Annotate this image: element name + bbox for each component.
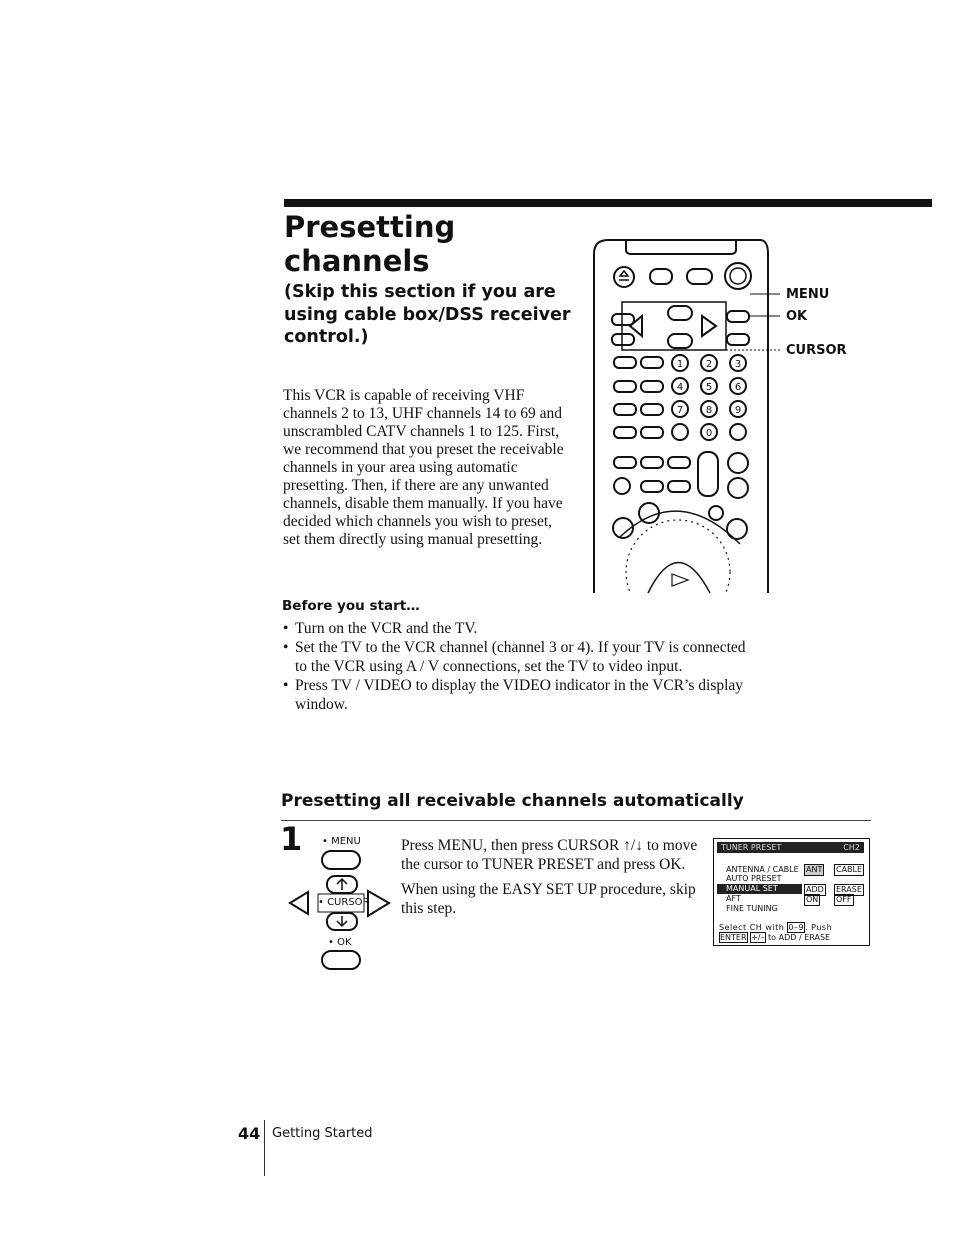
ant-option: ANT [806, 865, 823, 874]
page-number: 44 [238, 1124, 261, 1143]
step-number: 1 [280, 820, 303, 858]
list-item: • Press TV / VIDEO to display the VIDEO indicator in the VCR’s display window. [283, 676, 753, 714]
remote-key-0: 0 [705, 428, 713, 439]
remote-key-3: 3 [734, 359, 742, 370]
cursor-right-icon [368, 891, 389, 916]
step-instructions [401, 836, 701, 924]
remote-key-6: 6 [734, 382, 742, 393]
remote-key-7: 7 [676, 405, 684, 416]
cursor-callout: CURSOR [786, 343, 847, 358]
menu-label: • MENU [322, 836, 361, 847]
remote-key-4: 4 [676, 382, 684, 393]
cursor-label: • CURSOR [318, 897, 370, 908]
screen-header: TUNER PRESET CH2 [717, 842, 864, 853]
list-item: • Set the TV to the VCR channel (channel 3 or 4). If your TV is connected to the VCR using A / V connections, set the TV to video input. [283, 638, 753, 676]
off-option: OFF [836, 895, 852, 904]
cursor-left-icon [290, 892, 308, 914]
remote-key-9: 9 [734, 405, 742, 416]
intro-paragraph: This VCR is capable of receiving VHF channels 2 to 13, UHF channels 14 to 69 and unscrambled CATV channels 1 to 125. First, we recommend that you preset the receivable channels in your area using automatic presetting. Then, if there are any unwanted channels, disable them manually. If you have decided which channels you wish to preset, set them directly using manual presetting. [283, 387, 564, 548]
tuner-preset-screen [713, 838, 870, 946]
step-text-2: When using the EASY SET UP procedure, skip this step. [401, 881, 696, 917]
add-option: ADD [806, 885, 824, 894]
list-item: • Turn on the VCR and the TV. [283, 619, 753, 638]
screen-footer-2: ENTER +/– to ADD / ERASE [720, 933, 831, 942]
step-button-diagram [286, 846, 396, 976]
menu-button-icon [322, 851, 360, 869]
page-subtitle: (Skip this section if you are using cable box/DSS receiver control.) [284, 282, 571, 347]
ok-label: • OK [328, 937, 352, 948]
section-heading: Presetting all receivable channels automatically [281, 791, 744, 811]
on-option: ON [806, 895, 819, 904]
footer-divider [264, 1120, 265, 1176]
antenna-cable-row: ANTENNA / CABLE [726, 865, 799, 874]
page-title: Presetting channels [284, 210, 456, 278]
cable-option: CABLE [836, 865, 863, 874]
menu-callout: MENU [786, 287, 830, 302]
screen-footer-1: Select CH with 0–9. Push [719, 923, 833, 932]
remote-key-5: 5 [705, 382, 713, 393]
before-you-start-heading: Before you start… [282, 598, 420, 614]
remote-control-illustration [590, 232, 780, 594]
ok-callout: OK [786, 309, 808, 324]
remote-key-8: 8 [705, 405, 713, 416]
manual-set-row: MANUAL SET [717, 884, 802, 894]
aft-row: AFT [726, 894, 741, 903]
step-text-1: Press MENU, then press CURSOR ↑/↓ to move the cursor to TUNER PRESET and press OK. [401, 837, 698, 873]
section-top-rule [284, 199, 932, 207]
auto-preset-row: AUTO PRESET [726, 874, 782, 883]
remote-key-1: 1 [676, 359, 684, 370]
footer-section-name: Getting Started [272, 1126, 373, 1141]
remote-key-2: 2 [705, 359, 713, 370]
fine-tuning-row: FINE TUNING [726, 904, 778, 913]
section-rule [281, 820, 871, 821]
before-you-start-list [283, 619, 753, 714]
ok-button-icon [322, 951, 360, 969]
erase-option: ERASE [836, 885, 862, 894]
